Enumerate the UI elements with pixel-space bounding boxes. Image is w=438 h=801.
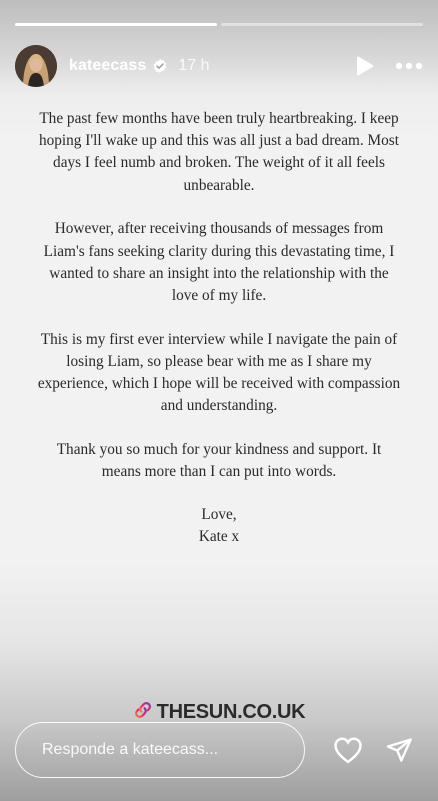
- paragraph: However, after receiving thousands of messages from Liam's fans seeking clarity during this devastating time, I wanted to share an insight into the relationship with the love of my life.: [43, 220, 395, 304]
- heart-icon[interactable]: [333, 736, 363, 764]
- progress-segment: [221, 23, 423, 26]
- avatar[interactable]: [15, 45, 57, 87]
- reply-actions: [333, 736, 423, 764]
- header-actions: [355, 55, 423, 77]
- story-text: [36, 108, 402, 570]
- username[interactable]: kateecass: [69, 57, 147, 74]
- paragraph: This is my first ever interview while I navigate the pain of losing Liam, so please bear with me as I share my experience, which I hope will be received with compassion and understanding.: [37, 330, 401, 415]
- signoff: [36, 504, 402, 548]
- signoff-line: Love,: [201, 505, 237, 523]
- story-header: [15, 44, 423, 88]
- user-info: [69, 57, 210, 75]
- reply-input[interactable]: [15, 722, 305, 778]
- story-timestamp: 17 h: [178, 57, 210, 74]
- send-icon[interactable]: [385, 736, 413, 764]
- verified-icon: [152, 58, 168, 74]
- source-label: THESUN.CO.UK: [156, 701, 306, 723]
- signoff-line: Kate x: [198, 528, 240, 546]
- story-progress: [15, 23, 423, 26]
- paragraph: Thank you so much for your kindness and support. It means more than I can put into words.: [56, 440, 382, 481]
- reply-bar: [15, 720, 423, 780]
- paragraph: The past few months have been truly heartbreaking. I keep hoping I'll wake up and this was all just a bad dream. Most days I feel numb and broken. The weight of it all feels unbearable.: [38, 110, 400, 194]
- progress-fill: [15, 23, 217, 26]
- progress-segment: [15, 23, 217, 26]
- play-icon[interactable]: [355, 55, 375, 77]
- more-icon[interactable]: [395, 62, 423, 70]
